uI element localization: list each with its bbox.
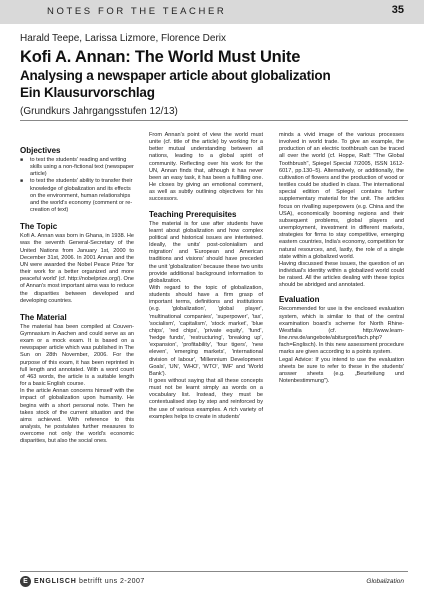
objective-item: ■ to test the students' ability to transfer their knowledge of globalization and its effects on the environment, human relationships and the world's economy (comment or re-creation of text) xyxy=(20,178,134,214)
objectives-heading: Objectives xyxy=(20,146,61,155)
continued-paragraph: Having discussed these issues, the question of an individual's identity within a globalized world could be raised. All the articles dealing with these topics should be abridged and annotated. xyxy=(279,260,404,289)
intro-paragraph: From Annan's point of view the world must unite (cf. title of the article) by working for a better mutual understanding between all nations, leading to a global spirit of community. Reflecting over his work for the UN, Annan finds that, although it has never been an easy task, it has been a fulfilling one. He closes by giving an emotional comment, as well as subtly outlining objectives for his successors. xyxy=(149,132,263,203)
material-paragraph: The material has been compiled at Couven-Gymnasium in Aachen and could serve as an exam or a mock exam. It is based on a newspaper article which was published in The Sun on 28th November, 2006. For the purpose of this exam, it has been reprinted in full length and annotated. With a word count of 463 words, the article is a suitable length for a basic English course. xyxy=(20,323,134,388)
article-title: Kofi A. Annan: The World Must Unite xyxy=(20,48,301,66)
evaluation-heading: Evaluation xyxy=(279,295,320,305)
magazine-issue: betrifft uns 2-2007 xyxy=(79,578,145,585)
article-subtitle-german: Ein Klausurvorschlag xyxy=(20,85,155,100)
column-right xyxy=(279,132,404,385)
page-number: 35 xyxy=(391,4,404,16)
footer-divider xyxy=(20,571,408,572)
authors-line: Harald Teepe, Larissa Lizmore, Florence Derix xyxy=(20,33,227,44)
grade-level: (Grundkurs Jahrgangsstufen 12/13) xyxy=(20,106,178,117)
magazine-logo-icon: E xyxy=(20,576,31,587)
section-title: NOTES FOR THE TEACHER xyxy=(47,6,227,17)
column-middle xyxy=(149,132,263,421)
column-left xyxy=(20,146,134,445)
magazine-name: ENGLISCH xyxy=(34,578,77,585)
prerequisites-paragraph: It goes without saying that all these concepts must not be learnt simply as words on a vocabulary list. Instead, they must be contextualised step by step and reinforced by the use of various examples. A rich variety of examples helps to create in students' xyxy=(149,378,263,420)
objectives-list xyxy=(20,157,134,214)
material-heading: The Material xyxy=(20,312,67,322)
material-paragraph: In the article Annan concerns himself with the impact of globalization upon humanity. He begins with a short personal note. Then he takes stock of the current situation and the aims achieved. With reference to this analysis, he postulates further measures to overcome not only the world's economic disparities, but also the social ones. xyxy=(20,388,134,445)
evaluation-paragraph: Legal Advice: If you intend to use the evaluation sheets be sure to refer to these in the students' answer sheets (e.g. „Beurteilung und Notenbestimmung"). xyxy=(279,356,404,384)
header-band xyxy=(0,0,424,24)
continued-paragraph: minds a vivid image of the various processes involved in world trade. To give an example, the production of an electric toothbrush can be traced all over the world (cf. Hoppe, Ralf: "The Global Toothbrush", Spiegel Special 7/2005, ISSN 1612-6017, pp.130–5). Alternatively, or additionally, the cultivation of flowers and the production of wood or textiles could be studied in class. The international special edition of Spiegel contains further supplementary material for the unit. The articles focus on rivalling superpowers (e.g. China and the USA), economically booming regions and their subsequent problems, global players and unemployment, investment in different markets, strategies for firms to stay competitive, emerging eastern countries, India's economy, competition for natural resources, and, lastly, the role of a single state within a globalized world. xyxy=(279,132,404,260)
prerequisites-heading: Teaching Prerequisites xyxy=(149,209,237,219)
footer-section: Globalization xyxy=(366,578,404,585)
prerequisites-paragraph: With regard to the topic of globalization, students should have a firm grasp of important terms, definitions and institutions (e.g. 'globalization', 'global player', 'multinational companies', 'superpower', 'tax', 'socialism', 'capitalism', 'stock market', 'blue chips', 'red chips', 'private equity', 'fund', 'hedge funds', 'restructuring', 'breaking up', 'expansion', 'profitability', 'four tigers', 'new eleven', 'emerging markets', 'international division of labour', 'Millennium Development Goals', 'UN', 'WHO', 'WTO', 'IMF' and 'World Bank'). xyxy=(149,284,263,377)
objective-item: ■ to test the students' reading and writing skills using a non-fictional text (newspaper article) xyxy=(20,157,134,178)
article-subtitle: Analysing a newspaper article about globalization xyxy=(20,68,331,83)
prerequisites-paragraph: The material is for use after students have learnt about globalization and how complex political and historical issues are intertwined. Ideally, the units' post-colonialism and migration' and 'European and American traditions and visions' should have preceded the unit 'globalization' because these two units provide additional background information to globalization. xyxy=(149,220,263,284)
topic-paragraph: Kofi A. Annan was born in Ghana, in 1938. He was the seventh General-Secretary of the United Nations from January 1st, 2000 to December 31st, 2006. In 2001 Annan and the UN were awarded the Nobel Peace Prize 'for their work for a better organized and more peaceful world' (cf. http://nobelprize.org/). One of Annan's most important aims was to reduce the disparities between developed and developing countries. xyxy=(20,233,134,304)
topic-heading: The Topic xyxy=(20,222,58,232)
evaluation-paragraph: Recommended for use is the enclosed evaluation system, which is similar to that of the central examination board's scheme for North Rhine-Westfalia (cf. http://www.learn-line.nrw.de/angebote/abiturgost/fach.php?fach=Englisch). In this new assessment procedure marks are given according to a points system. xyxy=(279,306,404,356)
title-divider xyxy=(20,120,408,121)
footer-magazine xyxy=(34,578,145,585)
